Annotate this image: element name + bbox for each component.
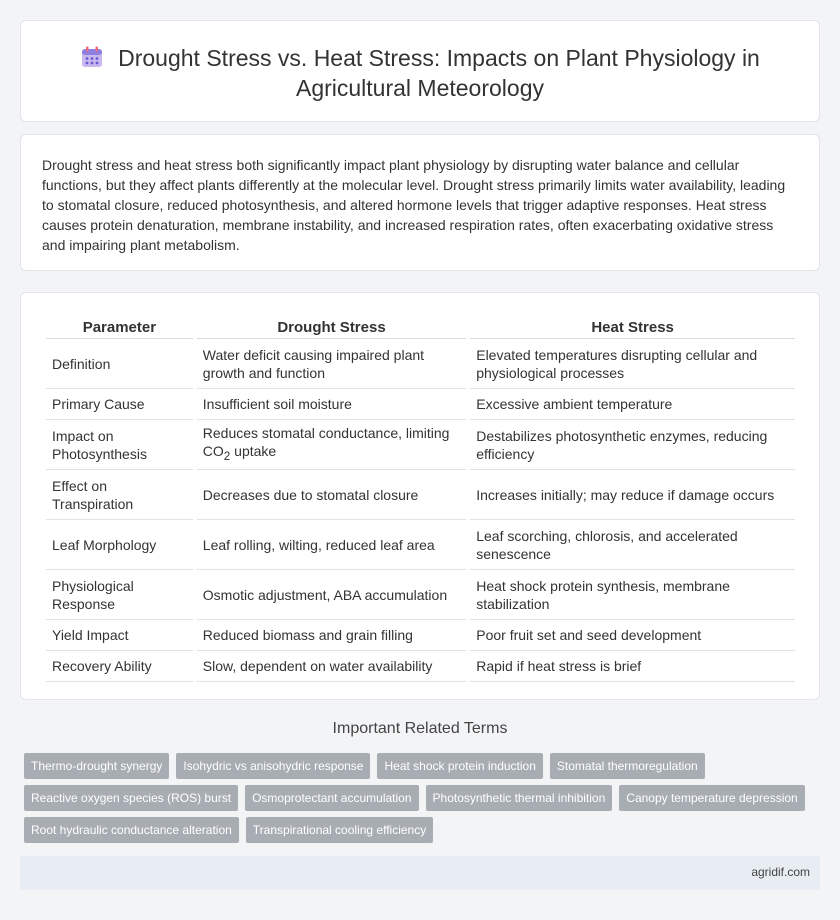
- related-terms-list: [24, 753, 824, 849]
- heat-cell: Elevated temperatures disrupting cellular and physiological processes: [470, 339, 795, 389]
- drought-cell: Leaf rolling, wilting, reduced leaf area: [197, 520, 466, 570]
- table-row: [46, 389, 795, 420]
- table-row: [46, 651, 795, 682]
- related-term-tag[interactable]: Canopy temperature depression: [619, 785, 804, 811]
- tag-row: [24, 753, 824, 779]
- table-header-row: [46, 317, 795, 339]
- parameter-cell: Recovery Ability: [46, 651, 193, 682]
- table-row: [46, 570, 795, 620]
- related-terms-heading: Important Related Terms: [332, 720, 508, 737]
- comparison-table-card: [20, 292, 820, 700]
- drought-text: Reduces stomatal conductance, limiting CO: [202, 424, 450, 459]
- subscript-2: 2: [223, 449, 231, 463]
- drought-cell: Decreases due to stomatal closure: [197, 470, 466, 520]
- intro-card: [20, 134, 820, 271]
- heat-cell: Heat shock protein synthesis, membrane stabilization: [470, 570, 795, 620]
- drought-cell: Reduced biomass and grain filling: [197, 620, 466, 651]
- drought-cell: [197, 420, 466, 470]
- parameter-cell: Yield Impact: [46, 620, 193, 651]
- comparison-table: [42, 317, 799, 682]
- related-term-tag[interactable]: Osmoprotectant accumulation: [245, 785, 418, 811]
- table-row: [46, 339, 795, 389]
- parameter-cell: Effect on Transpiration: [46, 470, 193, 520]
- header-parameter: Parameter: [46, 317, 193, 339]
- parameter-cell: Impact on Photosynthesis: [46, 420, 193, 470]
- related-term-tag[interactable]: Stomatal thermoregulation: [550, 753, 705, 779]
- drought-cell: Insufficient soil moisture: [197, 389, 466, 420]
- drought-text-end: uptake: [230, 442, 277, 459]
- related-term-tag[interactable]: Photosynthetic thermal inhibition: [426, 785, 613, 811]
- page-title-container: [21, 43, 819, 103]
- table-row: [46, 470, 795, 520]
- related-term-tag[interactable]: Transpirational cooling efficiency: [246, 817, 433, 843]
- header-drought-stress: Drought Stress: [197, 317, 466, 339]
- heat-cell: Poor fruit set and seed development: [470, 620, 795, 651]
- related-term-tag[interactable]: Reactive oxygen species (ROS) burst: [24, 785, 238, 811]
- parameter-cell: Leaf Morphology: [46, 520, 193, 570]
- calendar-icon: [80, 45, 104, 69]
- related-term-tag[interactable]: Heat shock protein induction: [377, 753, 542, 779]
- related-term-tag[interactable]: Thermo-drought synergy: [24, 753, 169, 779]
- parameter-cell: Physiological Response: [46, 570, 193, 620]
- parameter-cell: Definition: [46, 339, 193, 389]
- drought-cell: Osmotic adjustment, ABA accumulation: [197, 570, 466, 620]
- related-term-tag[interactable]: Root hydraulic conductance alteration: [24, 817, 239, 843]
- header-heat-stress: Heat Stress: [470, 317, 795, 339]
- heat-cell: Excessive ambient temperature: [470, 389, 795, 420]
- footer-bar: [20, 856, 820, 890]
- parameter-cell: Primary Cause: [46, 389, 193, 420]
- heat-cell: Destabilizes photosynthetic enzymes, reducing efficiency: [470, 420, 795, 470]
- intro-paragraph: Drought stress and heat stress both significantly impact plant physiology by disrupting water balance and cellular functions, but they affect plants differently at the molecular level. Drought stress primarily limits water availability, leading to stomatal closure, reduced photosynthesis, and altered hormone levels that trigger adaptive responses. Heat stress causes protein denaturation, membrane instability, and increased respiration rates, often exacerbating oxidative stress and impairing plant metabolism.: [42, 157, 786, 253]
- footer-site-link[interactable]: agridif.com: [751, 865, 810, 879]
- tag-row: [24, 817, 824, 843]
- tag-row: [24, 785, 824, 811]
- page-title: Drought Stress vs. Heat Stress: Impacts on Plant Physiology in Agricultural Meteorology: [118, 45, 760, 101]
- heat-cell: Leaf scorching, chlorosis, and accelerated senescence: [470, 520, 795, 570]
- heat-cell: Rapid if heat stress is brief: [470, 651, 795, 682]
- table-row: [46, 620, 795, 651]
- heat-cell: Increases initially; may reduce if damage occurs: [470, 470, 795, 520]
- title-card: [20, 20, 820, 122]
- drought-cell: Water deficit causing impaired plant growth and function: [197, 339, 466, 389]
- related-term-tag[interactable]: Isohydric vs anisohydric response: [176, 753, 370, 779]
- table-row: [46, 420, 795, 470]
- drought-cell: Slow, dependent on water availability: [197, 651, 466, 682]
- table-row: [46, 520, 795, 570]
